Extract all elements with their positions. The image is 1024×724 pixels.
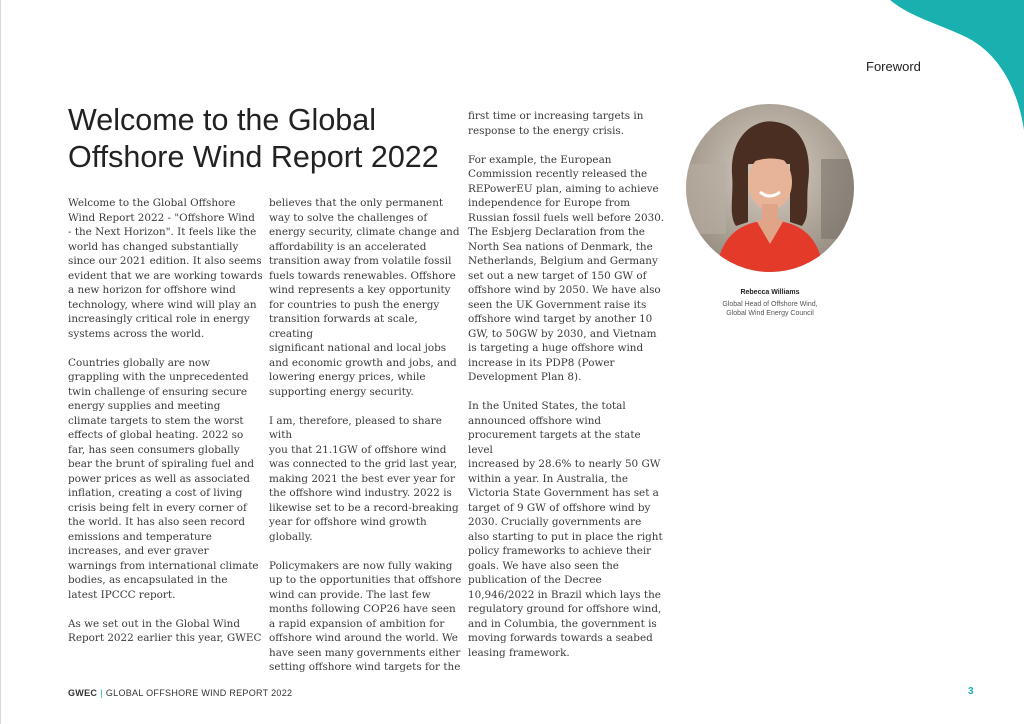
author-organisation: Global Wind Energy Council (726, 310, 814, 317)
paragraph: Countries globally are now grappling with the unprecedented twin challenge of ensuring secure energy supplies and meeting climate targets to stem the worst effects of global heating. 2022 so far, has seen consumers globally bear the brunt of spiraling fuel and power prices as well as associated inflation, creating a cost of living crisis being felt in every corner of the world. It has also seen record emissions and temperature increases, and ever graver warnings from international climate bodies, as encapsulated in the latest IPCCC report. (68, 356, 259, 601)
paragraph: I am, therefore, pleased to share with you that 21.1GW of offshore wind was connected to the grid last year, making 2021 the best ever year for the offshore wind industry. 2022 is likewise set to be a record-breaking year for offshore wind growth globally. (269, 414, 459, 543)
footer-running-title (68, 688, 292, 698)
paragraph: first time or increasing targets in response to the energy crisis. (468, 110, 644, 137)
paragraph: Welcome to the Global Offshore Wind Report 2022 - "Offshore Wind - the Next Horizon". It feels like the world has changed substantially since our 2021 edition. It also seems evident that we are working towards a new horizon for offshore wind technology, where wind will play an increasingly critical role in energy systems across the world. (68, 197, 263, 340)
text-column-2 (269, 196, 464, 689)
paragraph: Policymakers are now fully waking up to the opportunities that offshore wind can provide. The last few months following COP26 have seen a rapid expansion of ambition for offshore wind around the world. We have seen many governments either setting offshore wind targets for the (269, 559, 462, 673)
text-column-3 (468, 109, 668, 675)
paragraph: In the United States, the total announced offshore wind procurement targets at the state level increased by 28.6% to nearly 50 GW within a year. In Australia, the Victoria State Government has set a target of 9 GW of offshore wind by 2030. Crucially governments are also starting to put in place the right policy frameworks to achieve their goals. We have also seen the publication of the Decree 10,946/2022 in Brazil which lays the regulatory ground for offshore wind, and in Columbia, the government is moving forwards towards a seabed leasing framework. (468, 400, 663, 659)
page-title: Welcome to the Global Offshore Wind Report 2022 (68, 103, 439, 174)
portrait-caption (700, 288, 840, 319)
author-portrait (686, 104, 854, 272)
footer-report-title: GLOBAL OFFSHORE WIND REPORT 2022 (105, 688, 293, 698)
footer-separator: | (100, 688, 103, 698)
paragraph: As we set out in the Global Wind Report 2022 earlier this year, GWEC (68, 617, 262, 644)
paragraph: believes that the only permanent way to solve the challenges of energy security, climate change and affordability is an accelerated transition away from volatile fossil fuels towards renewables. Offshore wind represents a key opportunity for countries to push the energy transition forwards at scale, creating significant national and local jobs and economic growth and jobs, and lowering energy prices, while supporting energy security. (269, 197, 460, 398)
section-label: Foreword (866, 59, 921, 74)
text-column-1 (68, 196, 263, 660)
footer-brand: GWEC (68, 688, 98, 698)
page-edge-rule (0, 0, 1, 724)
paragraph: For example, the European Commission recently released the REPowerEU plan, aiming to achieve independence for Europe from Russian fossil fuels well before 2030. The Esbjerg Declaration from the North Sea nations of Denmark, the Netherlands, Belgium and Germany set out a new target of 150 GW of offshore wind by 2050. We have also seen the UK Government raise its offshore wind target by another 10 GW, to 50GW by 2030, and Vietnam is targeting a huge offshore wind increase in its PDP8 (Power Development Plan 8). (468, 153, 665, 383)
author-role: Global Head of Offshore Wind, (722, 300, 818, 308)
author-name: Rebecca Williams (740, 289, 800, 296)
page-number: 3 (968, 686, 974, 697)
